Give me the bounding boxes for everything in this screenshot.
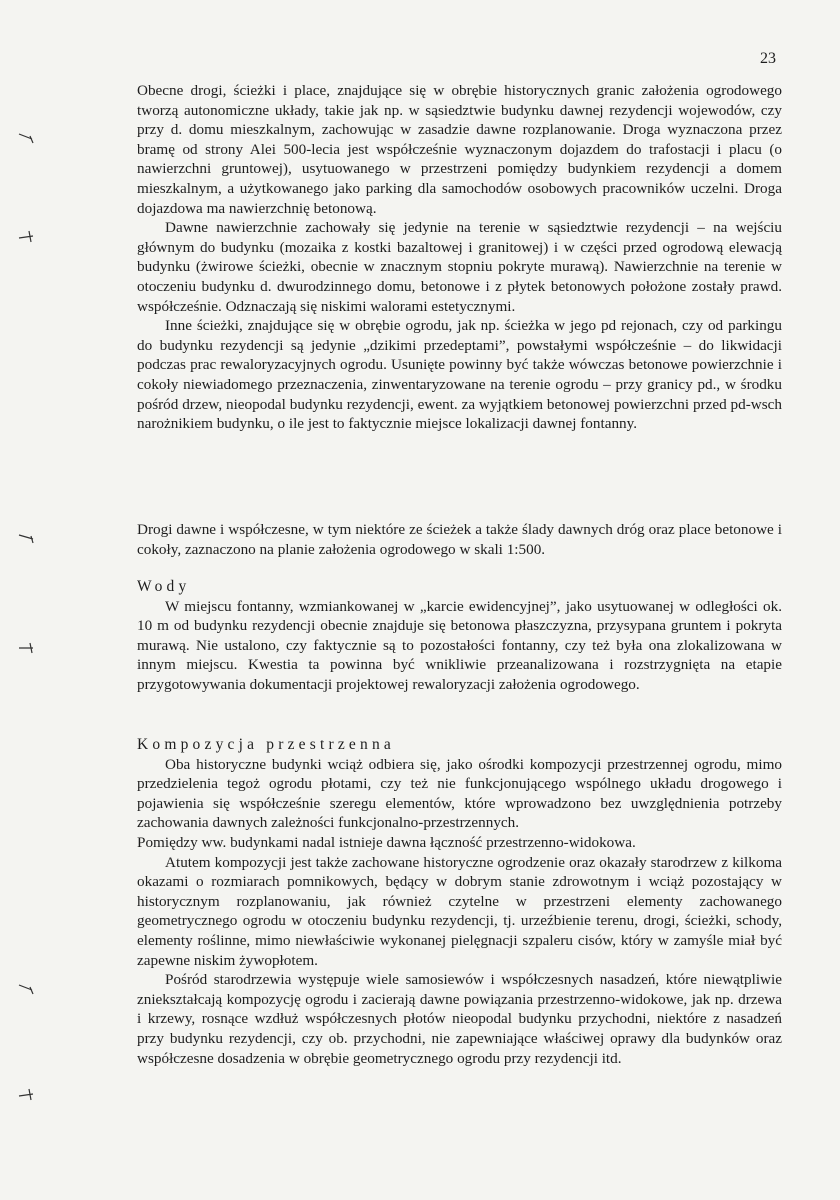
punch-mark-icon bbox=[18, 1088, 36, 1102]
punch-mark-icon bbox=[18, 982, 36, 996]
paragraph-drogi-obecne: Obecne drogi, ścieżki i place, znajdujące się w obrębie historycznych granic założenia ogrodowego tworzą autonomiczne układy, takie jak np. w sąsiedztwie budynku dawnej rezydencji wojewodów, czy przy d. domu mieszkalnym, zachowując w zasadzie dawne rozplanowanie. Droga wyznaczona przez bramę od strony Alei 500-lecia jest współcześnie wyznaczonym dojazdem do trafostacji i placu (o nawierzchni gruntowej), usytuowanego w przestrzeni pomiędzy budynkiem rezydencji a domem mieszkalnym, a użytkowanego jako parking dla samochodów osobowych pracowników uczelni. Droga dojazdowa ma nawierzchnię betonową. bbox=[137, 82, 782, 217]
paragraph-lacznosc: Pomiędzy ww. budynkami nadal istnieje dawna łączność przestrzenno-widokowa. bbox=[137, 833, 636, 851]
punch-mark-icon bbox=[18, 131, 36, 145]
punch-mark-icon bbox=[18, 230, 36, 244]
paragraph-drogi-plan: Drogi dawne i współczesne, w tym niektóre ze ścieżek a także ślady dawnych dróg oraz place betonowe i cokoły, zaznaczono na planie założenia ogrodowego w skali 1:500. bbox=[137, 521, 782, 558]
section-wody bbox=[137, 577, 782, 695]
paragraph-atutem: Atutem kompozycji jest także zachowane historyczne ogrodzenie oraz okazały starodrzew z kilkoma okazami o rozmiarach pomnikowych, będący w dobrym stanie zdrowotnym i wciąż pozostający w historycznym rozplanowaniu, jak również czytelne w przestrzeni elementy zachowanego geometrycznego ogrodu w otoczeniu budynku rezydencji, tj. urzeźbienie terenu, drogi, ścieżki, schody, elementy roślinne, mimo niewłaściwie wykonanej pielęgnacji szpaleru cisów, który w zamyśle miał być zapewne niskim żywopłotem. bbox=[137, 853, 782, 969]
page-number: 23 bbox=[760, 50, 776, 67]
paragraph-fontanna: W miejscu fontanny, wzmiankowanej w „karcie ewidencyjnej”, jako usytuowanej w odległości ok. 10 m od budynku rezydencji obecnie znajduje się betonowa płaszczyzna, przysypana gruntem i pokryta murawą. Nie ustalono, czy faktycznie są to pozostałości fontanny, czy też była ona zlokalizowana w innym miejscu. Kwestia ta powinna być wnikliwie przeanalizowana i rozstrzygnięta na etapie przygotowywania dokumentacji projektowej rewaloryzacji założenia ogrodowego. bbox=[137, 597, 782, 693]
main-text-block-1 bbox=[137, 81, 782, 434]
section-kompozycja bbox=[137, 735, 782, 1068]
punch-mark-icon bbox=[18, 531, 36, 545]
main-text-block-2 bbox=[137, 520, 782, 559]
paragraph-osrodki-kompozycji: Oba historyczne budynki wciąż odbiera się, jako ośrodki kompozycji przestrzennej ogrodu, mimo przedzielenia tegoż ogrodu płotami, czy też nie funkcjonującego wspólnego układu drogowego i pojawienia się współcześnie szeregu elementów, które wprowadzono bez uwzględnienia potrzeby zachowania dawnych zależności funkcjonalno-przestrzennych. bbox=[137, 755, 782, 832]
paragraph-dawne-nawierzchnie: Dawne nawierzchnie zachowały się jedynie na terenie w sąsiedztwie rezydencji – na wejściu głównym do budynku (mozaika z kostki bazaltowej i granitowej) i w części przed ogrodową elewacją budynku (żwirowe ścieżki, obecnie w znacznym stopniu pokryte murawą). Nawierzchnie na terenie w otoczeniu budynku d. dwurodzinnego domu, betonowe i z płytek betonowych położone zostały prawd. współcześnie. Odznaczają się niskimi walorami estetycznymi. bbox=[137, 219, 782, 315]
punch-mark-icon bbox=[18, 641, 36, 655]
paragraph-inne-sciezki: Inne ścieżki, znajdujące się w obrębie ogrodu, jak np. ścieżka w jego pd rejonach, czy od parkingu do budynku rezydencji są jedynie „dzikimi przedeptami”, powstałymi współcześnie – do likwidacji podczas prac rewaloryzacyjnych ogrodu. Usunięte powinny być także wówczas betonowe powierzchnie i cokoły niewiadomego przeznaczenia, zinwentaryzowane na terenie ogrodu – przy granicy pd., w środku pośród drzew, nieopodal budynku rezydencji, ewent. za wyjątkiem betonowej powierzchni przed pd-wsch narożnikiem budynku, o ile jest to faktycznie miejsce lokalizacji dawnej fontanny. bbox=[137, 317, 782, 433]
section-heading-kompozycja: Kompozycja przestrzenna bbox=[137, 736, 395, 753]
paragraph-starodrzew: Pośród starodrzewia występuje wiele samosiewów i współczesnych nasadzeń, które niewątpliwie zniekształcają kompozycję ogrodu i zacierają dawne powiązania przestrzenno-widokowe, jak np. drzewa i krzewy, rosnące wzdłuż współczesnych płotów nieopodal budynku przychodni, niektóre z nasadzeń przy budynku rezydencji, czy ob. przychodni, nie zapewniające właściwej oprawy dla budynków oraz współczesne dosadzenia w obrębie geometrycznego ogrodu przy rezydencji itd. bbox=[137, 971, 782, 1067]
section-heading-wody: Wody bbox=[137, 578, 191, 595]
